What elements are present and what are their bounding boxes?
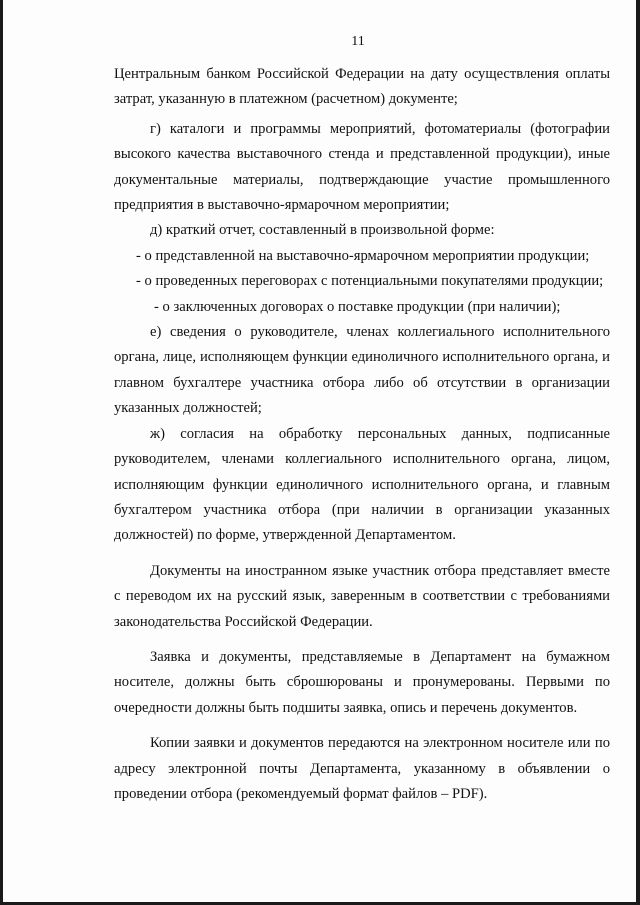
scan-edge-left <box>0 0 3 905</box>
paragraph-dash-products: - о представленной на выставочно-ярмарочном мероприятии продукции; <box>136 247 590 264</box>
paragraph-item-zh: ж) согласия на обработку персональных данных, подписанные руководителем, членами коллегиального исполнительного органа, лицом, исполняющим функции единоличного исполнительного органа, и главным бухгалтером участника отбора (при наличии в организации указанных должностей) по форме, утвержденной Департаментом. <box>114 425 610 544</box>
paragraph-electronic-copies: Копии заявки и документов передаются на электронном носителе или по адресу электронной почты Департамента, указанному в объявлении о проведении отбора (рекомендуемый формат файлов – PDF). <box>114 735 610 802</box>
paragraph-paper-application: Заявка и документы, представляемые в Департамент на бумажном носителе, должны быть сброшюрованы и пронумерованы. Первыми по очередности должны быть подшиты заявка, опись и перечень документов. <box>114 648 610 716</box>
paragraph-item-d: д) краткий отчет, составленный в произвольной форме: <box>150 222 495 239</box>
paragraph-item-e: е) сведения о руководителе, членах коллегиального исполнительного органа, лице, исполняющем функции единоличного исполнительного органа, и главном бухгалтере участника отбора либо об отсутствии в организации указанных должностей; <box>114 324 610 417</box>
paragraph-dash-negotiations: - о проведенных переговорах с потенциальными покупателями продукции; <box>136 273 604 290</box>
paragraph-foreign-documents: Документы на иностранном языке участник отбора представляет вместе с переводом их на русский язык, заверенным в соответствии с требованиями законодательства Российской Федерации. <box>114 562 610 630</box>
paragraph-dash-contracts: - о заключенных договорах о поставке продукции (при наличии); <box>154 298 561 315</box>
page-number: 11 <box>351 34 365 49</box>
scan-edge-right <box>636 0 640 905</box>
document-body <box>114 62 610 807</box>
paragraph-item-g: г) каталоги и программы мероприятий, фотоматериалы (фотографии высокого качества выставочного стенда и представленной продукции), иные документальные материалы, подтверждающие участие промышленного предприятия в выставочно-ярмарочном мероприятии; <box>114 120 610 214</box>
paragraph-continuation: Центральным банком Российской Федерации на дату осуществления оплаты затрат, указанную в платежном (расчетном) документе; <box>114 66 610 108</box>
